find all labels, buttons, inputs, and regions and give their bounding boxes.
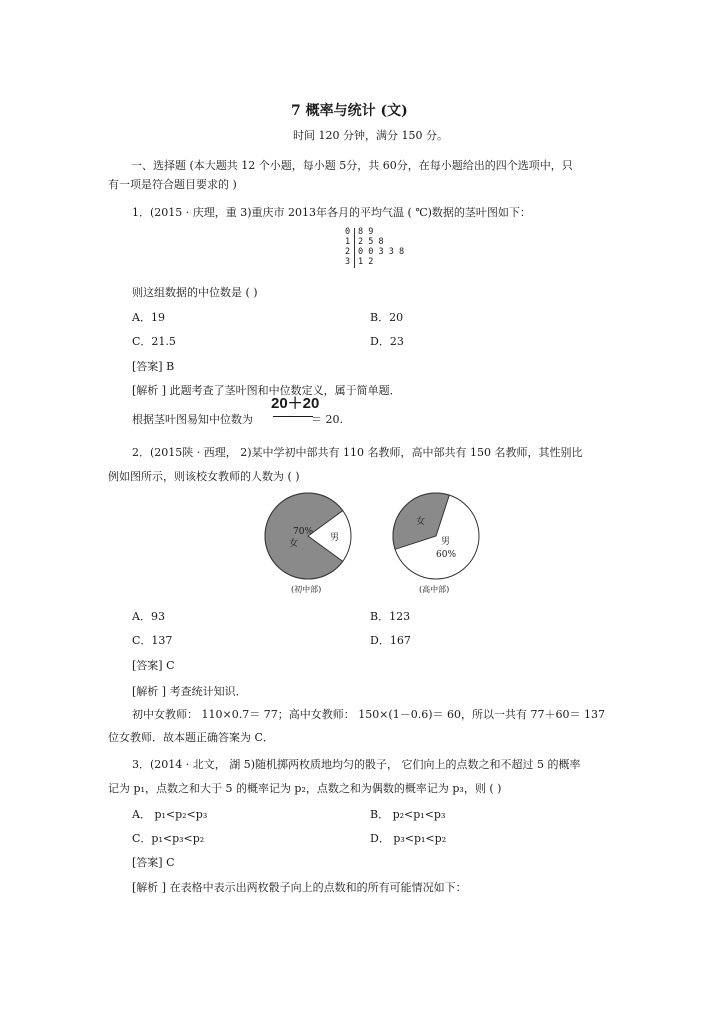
q1-option-a: A．19 <box>132 311 165 324</box>
q1-calc-suffix: ＝ 20. <box>311 413 343 426</box>
q2-option-c: C．137 <box>132 634 173 647</box>
q2-answer: [答案] C <box>132 659 175 672</box>
q1-question: 则这组数据的中位数是 ( ) <box>132 286 258 299</box>
q2-analysis: [解析 ] 考查统计知识． <box>132 685 247 698</box>
pie-senior-female-label: 女 <box>416 517 426 527</box>
q3-option-d: D． p₃<p₁<p₂ <box>370 832 447 845</box>
q3-answer: [答案] C <box>132 856 175 869</box>
q3-stem: 3．(2014 · 北文， 湖 5)随机掷两枚质地均匀的骰子， 它们向上的点数之和不超过 5 的概率 <box>132 758 581 771</box>
stem-row-3: 3 1 2 <box>345 257 374 267</box>
stem-row-0: 0 8 9 <box>345 227 374 237</box>
q2-calc-line2: 位女教师．故本题正确答案为 C． <box>108 731 274 744</box>
q1-stem: 1．(2015 · 庆理，重 3)重庆市 2013年各月的平均气温 ( ℃)数据的茎叶图如下： <box>132 206 531 219</box>
q2-calc-line1: 初中女教师： 110×0.7＝ 77；高中女教师： 150×(1－0.6)＝ 60，所以一共有 77＋60＝ 137 <box>132 708 605 721</box>
stem-leaf-plot <box>345 228 435 268</box>
q3-option-b: B． p₂<p₁<p₃ <box>370 808 446 821</box>
pie-senior-male-pct: 60% <box>436 550 457 560</box>
q3-option-c: C．p₁<p₃<p₂ <box>132 832 205 845</box>
q2-option-b: B．123 <box>370 610 411 623</box>
section-heading-cont: 有一项是符合题目要求的 ) <box>108 178 237 191</box>
q1-answer: [答案] B <box>132 360 175 373</box>
q1-option-b: B．20 <box>370 311 404 324</box>
q2-option-a: A．93 <box>132 610 165 623</box>
pie-senior-male-label: 男 <box>441 537 451 547</box>
section-heading: 一、选择题 (本大题共 12 个小题，每小题 5分，共 60分，在每小题给出的四个选项中，只 <box>131 159 573 172</box>
q3-analysis: [解析 ] 在表格中表示出两枚骰子向上的点数和的所有可能情况如下： <box>132 881 467 894</box>
q1-fraction-line <box>273 416 313 417</box>
pie-senior-caption: (高中部) <box>419 585 450 594</box>
pie-junior-male-label: 男 <box>330 533 340 543</box>
pie-charts <box>255 488 495 600</box>
q3-stem-cont: 记为 p₁，点数之和大于 5 的概率记为 p₂，点数之和为偶数的概率记为 p₃，则 ( ) <box>108 782 502 795</box>
stem-row-1: 1 2 5 8 <box>345 237 384 247</box>
page-title: 7 概率与统计 (文) <box>291 103 408 119</box>
time-info: 时间 120 分钟，满分 150 分。 <box>293 129 448 142</box>
pie-junior-caption: (初中部) <box>291 585 322 594</box>
q1-analysis: [解析 ] 此题考查了茎叶图和中位数定义，属于简单题． <box>132 384 401 397</box>
q2-stem: 2．(2015陕 · 西理， 2)某中学初中部共有 110 名教师，高中部共有 150 名教师，其性别比 <box>132 446 583 459</box>
q1-fraction-numerator: 20＋20 <box>271 395 320 412</box>
q2-stem-cont: 例如图所示，则该校女教师的人数为 ( ) <box>108 470 300 483</box>
q1-option-c: C．21.5 <box>132 335 176 348</box>
q2-option-d: D．167 <box>370 634 411 647</box>
stem-divider <box>354 228 355 268</box>
q1-calc-prefix: 根据茎叶图易知中位数为 <box>132 413 253 426</box>
q1-option-d: D．23 <box>370 335 404 348</box>
q3-option-a: A． p₁<p₂<p₃ <box>132 808 208 821</box>
pie-senior <box>393 493 479 594</box>
stem-row-2: 2 0 0 3 3 8 <box>345 247 405 257</box>
pie-junior <box>265 493 351 594</box>
pie-junior-female-pct: 70% <box>293 527 314 537</box>
pie-junior-female-label: 女 <box>289 539 299 549</box>
